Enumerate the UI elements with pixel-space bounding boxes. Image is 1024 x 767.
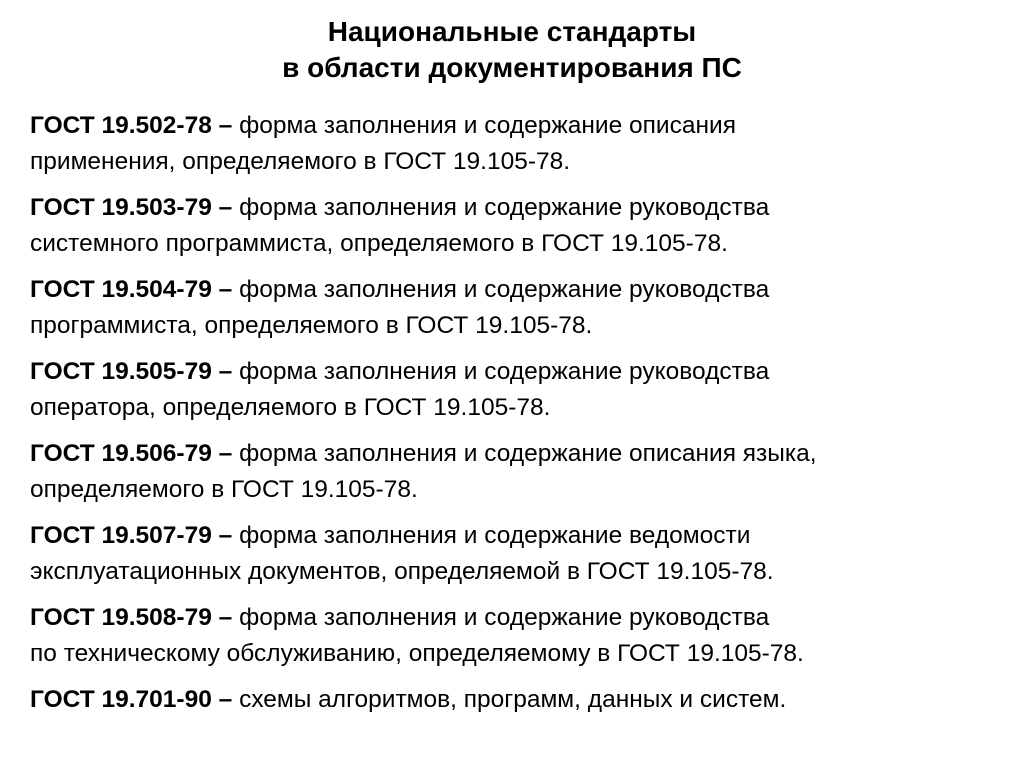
entry-first-line bbox=[30, 682, 1000, 718]
standard-entry-19-502 bbox=[30, 108, 1000, 180]
standard-description: схемы алгоритмов, программ, данных и систем. bbox=[232, 686, 787, 713]
entry-second-line: применения, определяемого в ГОСТ 19.105-78. bbox=[30, 148, 571, 175]
standard-description: форма заполнения и содержание описания bbox=[232, 112, 736, 139]
standard-entry-19-508 bbox=[30, 600, 1000, 672]
standard-description: форма заполнения и содержание описания языка, bbox=[232, 440, 817, 467]
standard-code: ГОСТ 19.701-90 – bbox=[30, 686, 233, 713]
standard-entry-19-507 bbox=[30, 518, 1000, 590]
standard-code: ГОСТ 19.504-79 – bbox=[30, 276, 233, 303]
standard-entry-19-701 bbox=[30, 682, 1000, 718]
standard-code: ГОСТ 19.502-78 – bbox=[30, 112, 233, 139]
entry-second-line: эксплуатационных документов, определяемой в ГОСТ 19.105-78. bbox=[30, 558, 774, 585]
entry-second-line: по техническому обслуживанию, определяемому в ГОСТ 19.105-78. bbox=[30, 640, 804, 667]
standard-description: форма заполнения и содержание руководства bbox=[232, 276, 770, 303]
standard-description: форма заполнения и содержание руководства bbox=[232, 194, 770, 221]
entry-second-line: программиста, определяемого в ГОСТ 19.105-78. bbox=[30, 312, 593, 339]
standard-code: ГОСТ 19.505-79 – bbox=[30, 358, 233, 385]
standard-description: форма заполнения и содержание руководства bbox=[232, 358, 770, 385]
entry-first-line bbox=[30, 272, 1000, 308]
standard-entry-19-506 bbox=[30, 436, 1000, 508]
standard-entry-19-503 bbox=[30, 190, 1000, 262]
standard-description: форма заполнения и содержание ведомости bbox=[232, 522, 751, 549]
standard-code: ГОСТ 19.507-79 – bbox=[30, 522, 233, 549]
entry-first-line bbox=[30, 354, 1000, 390]
entry-first-line bbox=[30, 190, 1000, 226]
standard-code: ГОСТ 19.506-79 – bbox=[30, 440, 233, 467]
standard-description: форма заполнения и содержание руководства bbox=[232, 604, 770, 631]
entry-second-line: системного программиста, определяемого в ГОСТ 19.105-78. bbox=[30, 230, 728, 257]
entry-first-line bbox=[30, 436, 1000, 472]
title-line-2: в области документирования ПС bbox=[282, 52, 742, 83]
entry-first-line bbox=[30, 108, 1000, 144]
standard-code: ГОСТ 19.503-79 – bbox=[30, 194, 233, 221]
entry-first-line bbox=[30, 518, 1000, 554]
title-line-1: Национальные стандарты bbox=[327, 16, 697, 47]
entry-second-line: определяемого в ГОСТ 19.105-78. bbox=[30, 476, 418, 503]
standards-list bbox=[30, 108, 1000, 728]
entry-second-line: оператора, определяемого в ГОСТ 19.105-78. bbox=[30, 394, 551, 421]
standard-entry-19-505 bbox=[30, 354, 1000, 426]
entry-first-line bbox=[30, 600, 1000, 636]
standard-entry-19-504 bbox=[30, 272, 1000, 344]
page-title bbox=[0, 14, 1024, 86]
standard-code: ГОСТ 19.508-79 – bbox=[30, 604, 233, 631]
